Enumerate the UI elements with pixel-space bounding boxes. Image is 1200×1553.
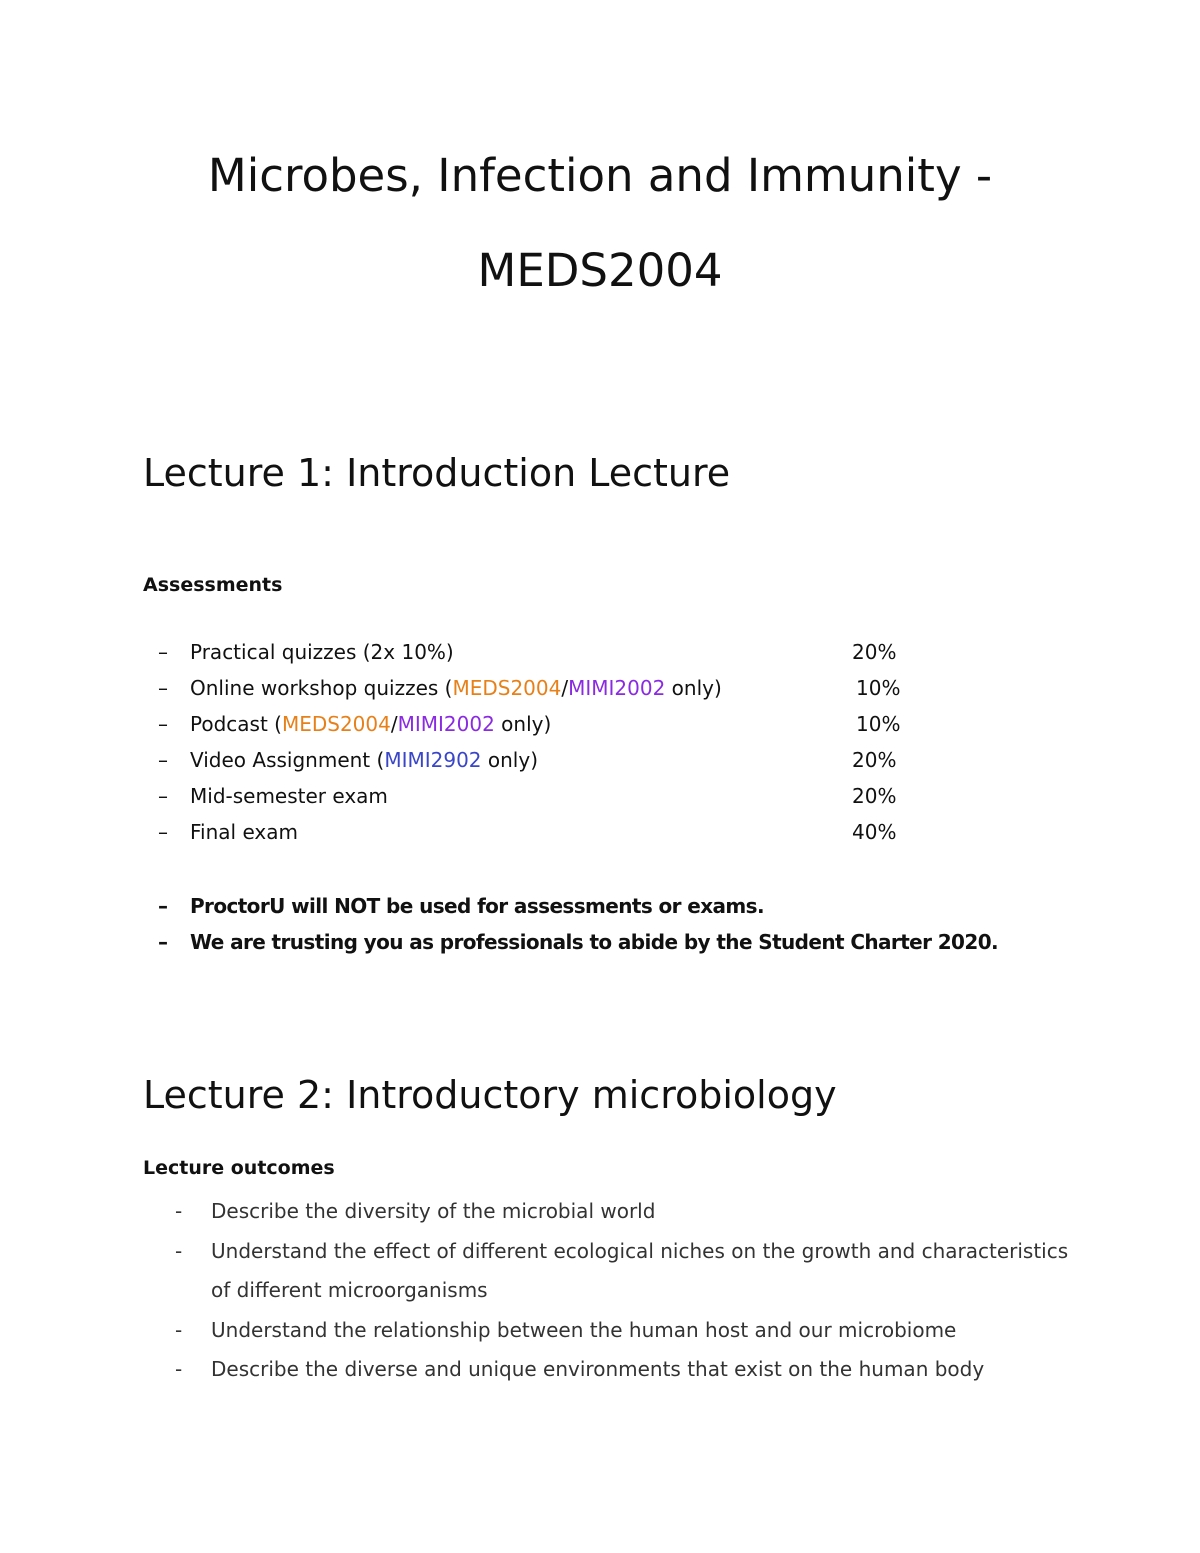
dash: - <box>175 1238 183 1263</box>
outcome-text: Understand the effect of different ecological niches on the growth and characteristics of different microorganisms <box>211 1238 1069 1302</box>
course-code: MEDS2004 <box>452 676 562 700</box>
assessment-percent: 10% <box>856 676 901 700</box>
assessment-label: Online workshop quizzes (MEDS2004/MIMI2002 only) <box>190 676 722 700</box>
note-row <box>158 926 1058 962</box>
assessment-row <box>158 672 1058 708</box>
assessment-percent: 20% <box>852 748 897 772</box>
lecture-outcomes-subheading: Lecture outcomes <box>143 1157 335 1179</box>
assessment-row <box>158 744 1058 780</box>
assessments-list <box>158 636 1058 852</box>
assessment-percent: 20% <box>852 784 897 808</box>
list-item <box>175 1311 1075 1351</box>
assessment-notes <box>158 890 1058 962</box>
dash: – <box>158 784 168 808</box>
assessment-label: Video Assignment (MIMI2902 only) <box>190 748 538 772</box>
dash: – <box>158 930 168 954</box>
note-text: We are trusting you as professionals to abide by the Student Charter 2020. <box>190 930 999 954</box>
course-code: MIMI2902 <box>384 748 482 772</box>
lecture-1-heading: Lecture 1: Introduction Lecture <box>143 451 731 495</box>
dash: – <box>158 894 168 918</box>
dash: – <box>158 820 168 844</box>
dash: – <box>158 748 168 772</box>
assessment-percent: 20% <box>852 640 897 664</box>
dash: - <box>175 1317 183 1342</box>
dash: - <box>175 1199 183 1223</box>
assessment-row <box>158 780 1058 816</box>
dash: – <box>158 676 168 700</box>
dash: – <box>158 712 168 736</box>
outcome-text: Understand the relationship between the human host and our microbiome <box>211 1317 957 1342</box>
assessment-percent: 40% <box>852 820 897 844</box>
dash: - <box>175 1357 183 1381</box>
lecture-2-heading: Lecture 2: Introductory microbiology <box>143 1073 837 1117</box>
outcome-text: Describe the diverse and unique environments that exist on the human body <box>211 1357 985 1381</box>
document-title <box>0 128 1200 318</box>
list-item <box>175 1232 1075 1311</box>
assessment-label: Final exam <box>190 820 298 844</box>
course-code: MIMI2002 <box>568 676 666 700</box>
note-text: ProctorU will NOT be used for assessments or exams. <box>190 894 764 918</box>
lecture-outcomes-list <box>175 1192 1075 1390</box>
assessment-row <box>158 708 1058 744</box>
assessment-label: Podcast (MEDS2004/MIMI2002 only) <box>190 712 552 736</box>
course-code: MEDS2004 <box>281 712 391 736</box>
assessment-row <box>158 816 1058 852</box>
assessment-label: Practical quizzes (2x 10%) <box>190 640 454 664</box>
assessments-subheading: Assessments <box>143 574 283 596</box>
list-item <box>175 1192 1075 1232</box>
note-row <box>158 890 1058 926</box>
assessment-row <box>158 636 1058 672</box>
course-code: MIMI2002 <box>397 712 495 736</box>
dash: – <box>158 640 168 664</box>
list-item <box>175 1350 1075 1390</box>
title-line-1: Microbes, Infection and Immunity - <box>207 149 993 202</box>
outcome-text: Describe the diversity of the microbial world <box>211 1199 656 1223</box>
assessment-percent: 10% <box>856 712 901 736</box>
assessment-label: Mid-semester exam <box>190 784 388 808</box>
title-line-2: MEDS2004 <box>477 244 723 297</box>
